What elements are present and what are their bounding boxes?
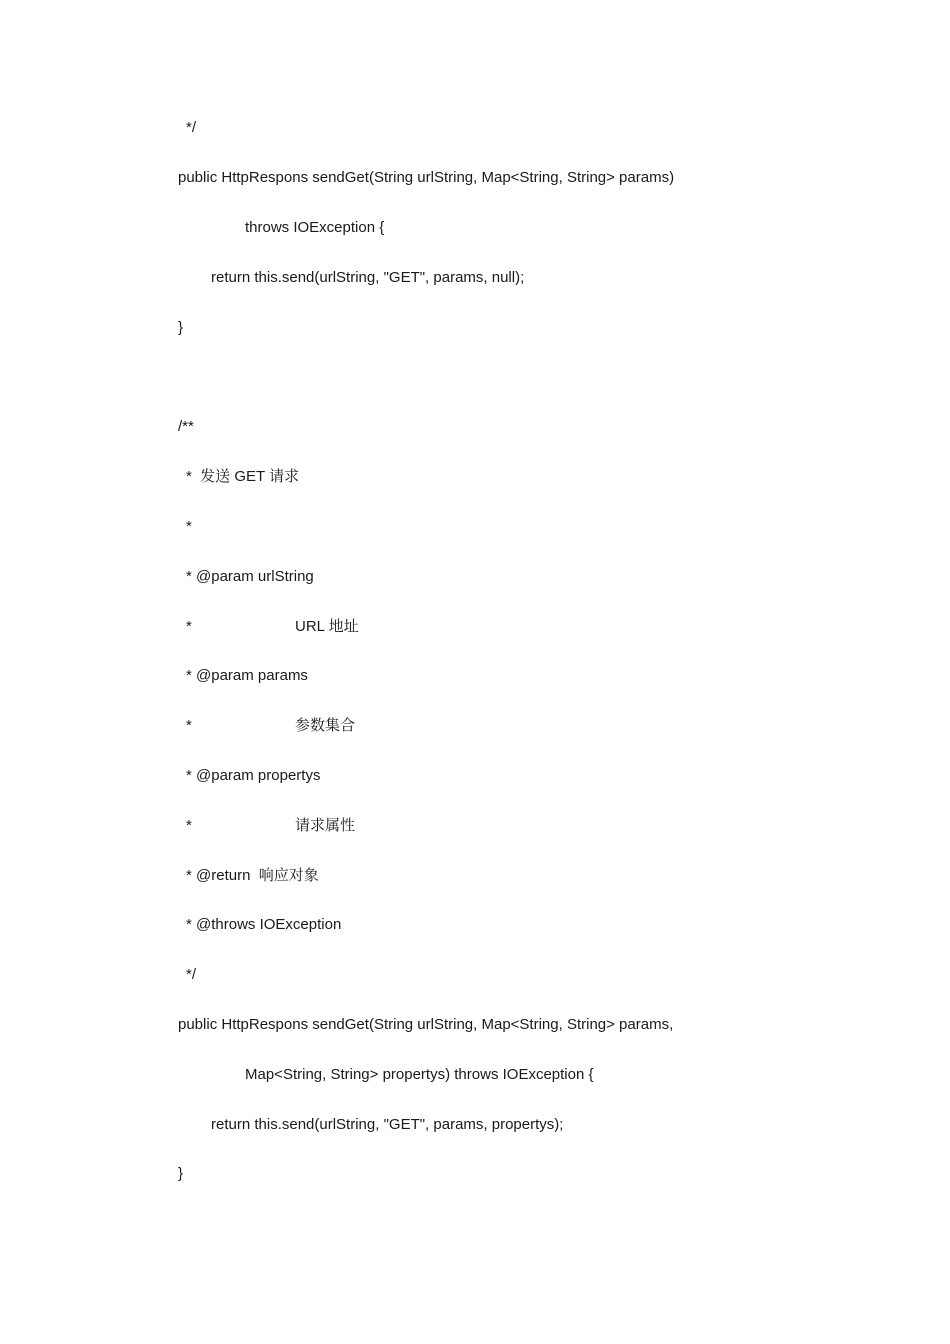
- javadoc-param-urlstring: * @param urlString: [186, 568, 314, 585]
- javadoc-start: /**: [178, 418, 194, 435]
- method-signature: public HttpRespons sendGet(String urlString, Map<String, String> params): [178, 169, 675, 186]
- javadoc-end: */: [186, 966, 197, 983]
- method-signature: public HttpRespons sendGet(String urlString, Map<String, String> params,: [178, 1016, 674, 1033]
- javadoc-marker: *: [186, 817, 192, 834]
- javadoc-throws: * @throws IOException: [186, 916, 342, 933]
- javadoc-param-propertys-desc: 请求属性: [295, 817, 356, 834]
- javadoc-param-urlstring-desc: URL 地址: [295, 618, 359, 635]
- javadoc-marker: *: [186, 717, 192, 734]
- method-close: }: [178, 319, 184, 336]
- javadoc-marker: *: [186, 618, 192, 635]
- javadoc-return: * @return 响应对象: [186, 867, 319, 884]
- javadoc-blank: *: [186, 518, 192, 535]
- method-body: return this.send(urlString, "GET", params, null);: [211, 269, 525, 286]
- javadoc-param-params: * @param params: [186, 667, 308, 684]
- method-signature-continued: Map<String, String> propertys) throws IOException {: [245, 1066, 594, 1083]
- javadoc-description: * 发送 GET 请求: [186, 468, 300, 485]
- method-throws: throws IOException {: [245, 219, 385, 236]
- method-body: return this.send(urlString, "GET", params, propertys);: [211, 1116, 564, 1133]
- javadoc-param-propertys: * @param propertys: [186, 767, 321, 784]
- method-close: }: [178, 1165, 184, 1182]
- comment-end: */: [186, 119, 197, 136]
- javadoc-param-params-desc: 参数集合: [295, 717, 356, 734]
